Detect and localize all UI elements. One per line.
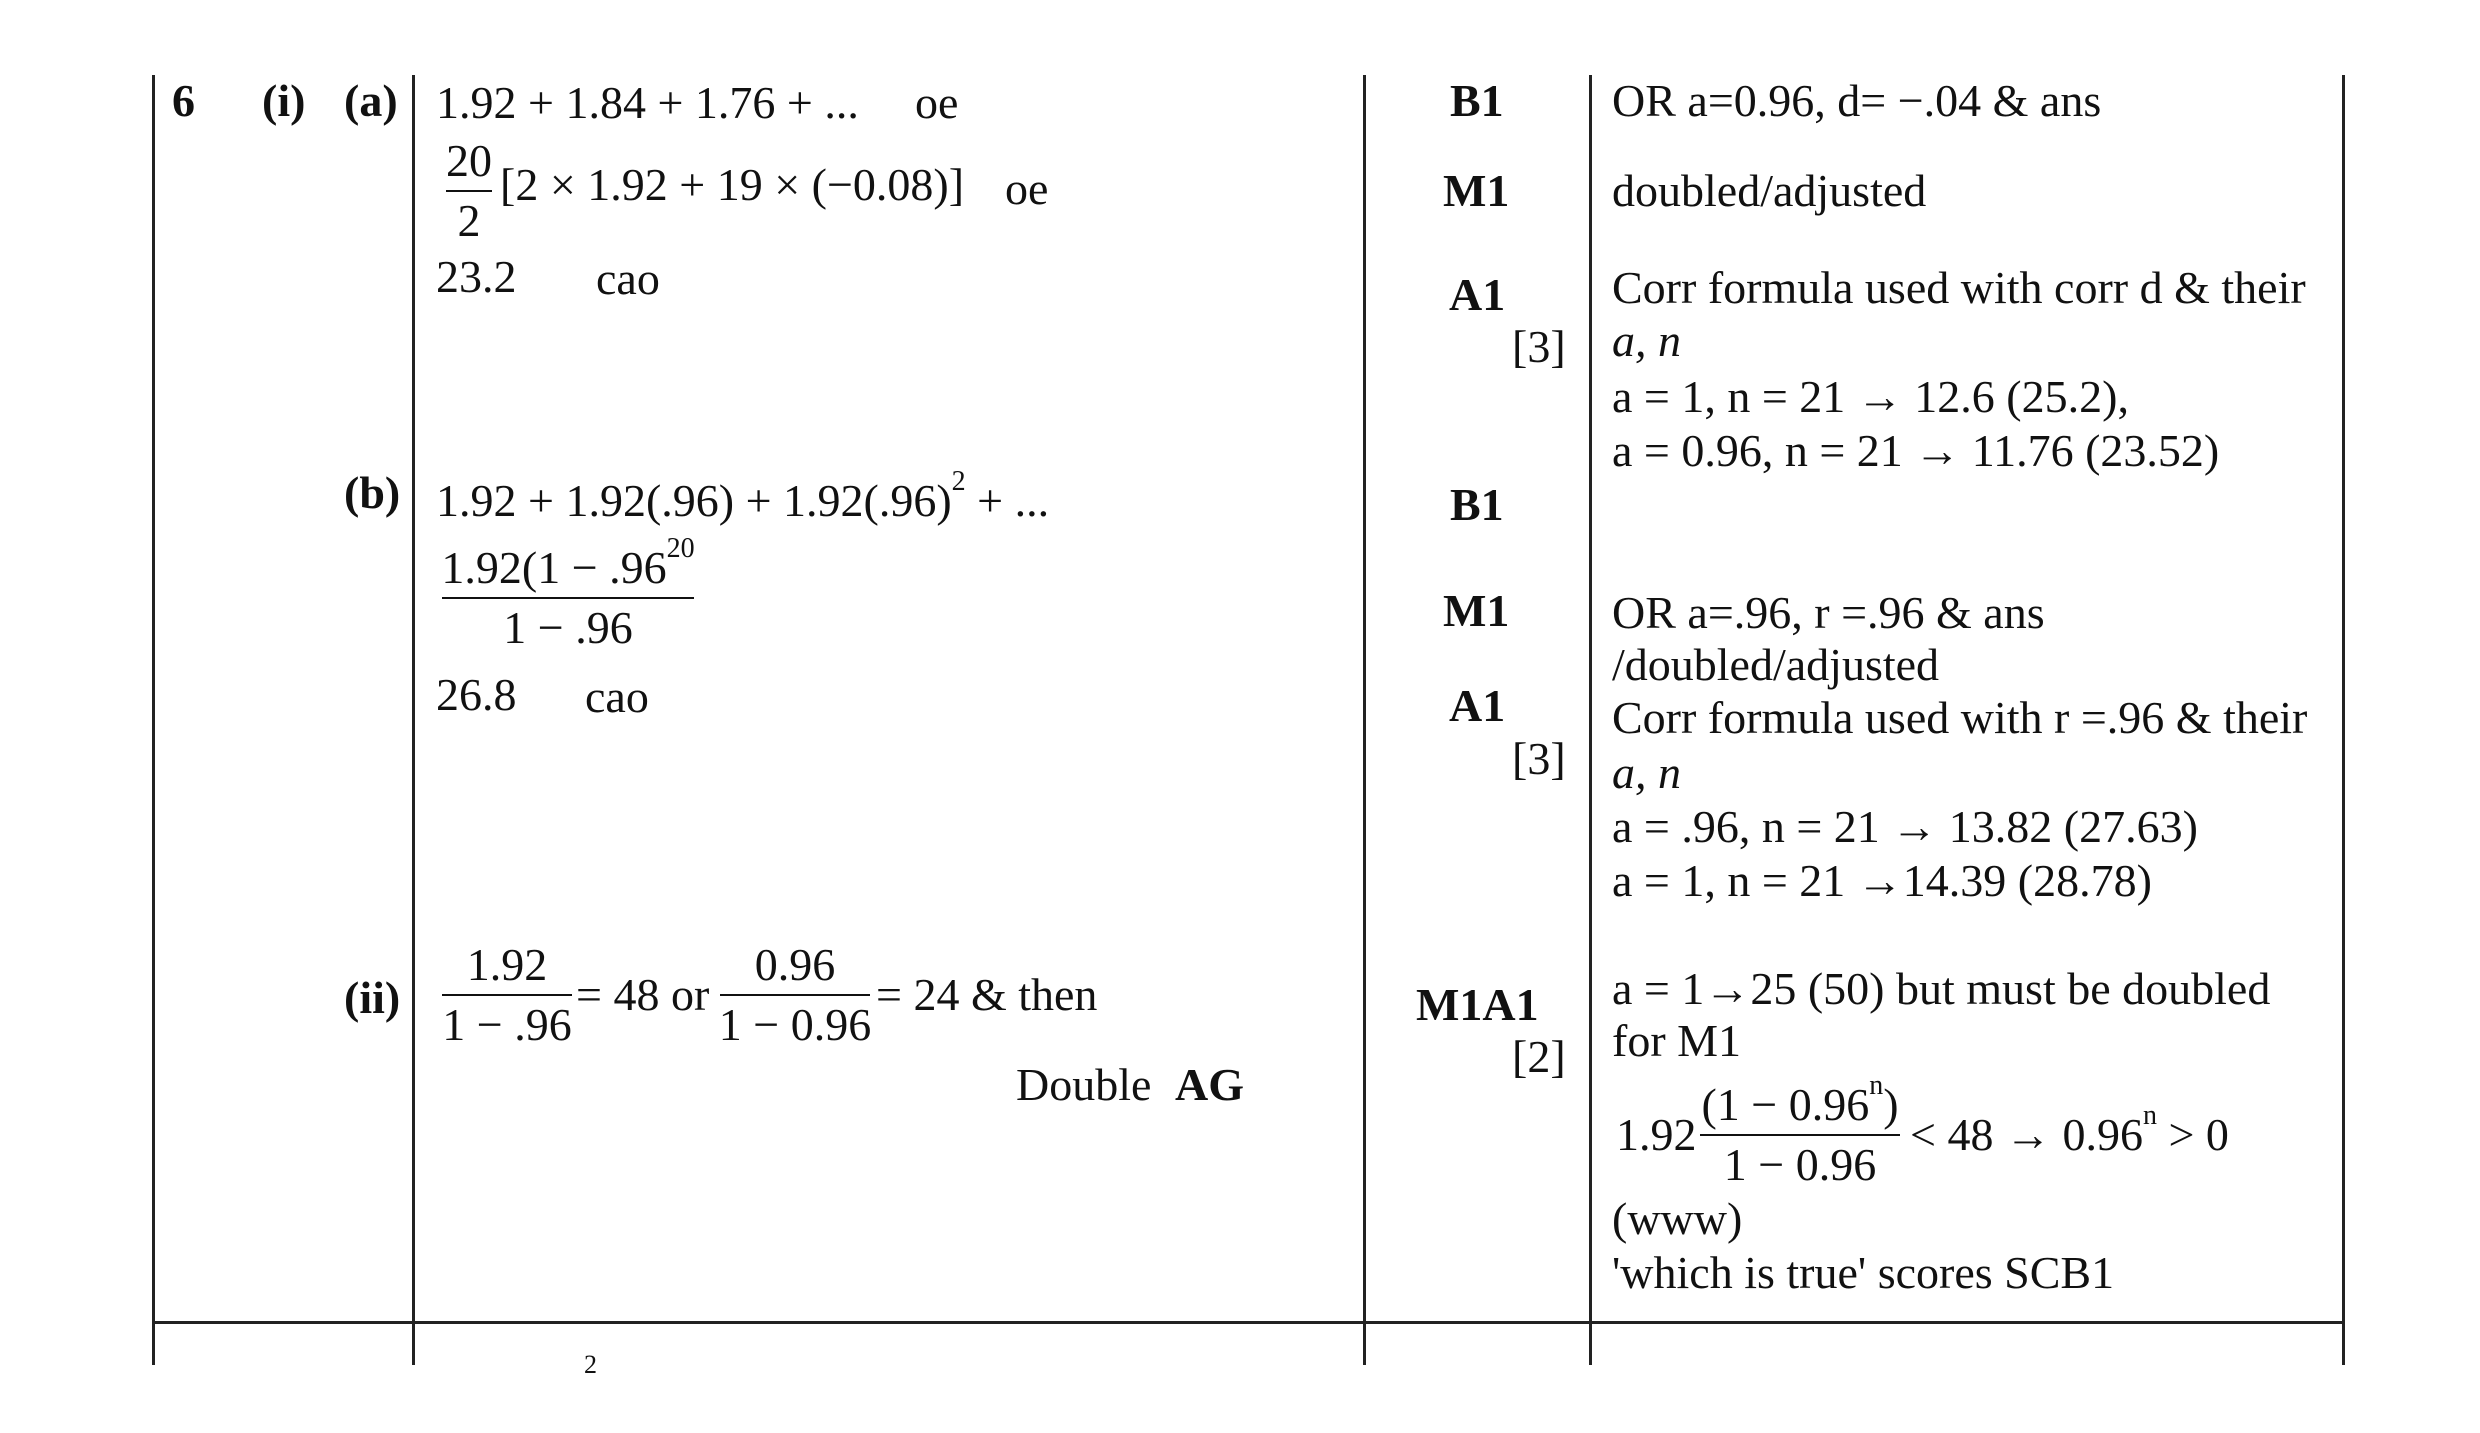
- column-divider-working: [412, 75, 415, 1365]
- fraction-bar: [442, 994, 572, 996]
- b-mark-a1: A1: [1449, 680, 1506, 731]
- row-divider: [152, 1321, 2345, 1324]
- ii-formula-tail-main: < 48 → 0.96: [1910, 1109, 2143, 1160]
- b-fraction-exponent: 20: [666, 533, 695, 564]
- ii-fraction-2-denominator: 1 − 0.96: [718, 999, 872, 1050]
- b-answer: 26.8: [436, 669, 517, 720]
- a-mark-a1: A1: [1449, 269, 1506, 320]
- b-note-3: Corr formula used with r =.96 & their: [1612, 692, 2308, 743]
- ii-fraction-2-numerator: 0.96: [754, 939, 836, 990]
- sub-a-label: (a): [344, 75, 398, 126]
- sub-b-label: (b): [344, 467, 401, 518]
- b-fraction-numerator: [441, 533, 695, 593]
- table-right-border: [2342, 75, 2345, 1365]
- a-note-6: a = 0.96, n = 21 → 11.76 (23.52): [1612, 425, 2220, 476]
- ii-formula-lead: 1.92: [1616, 1109, 1697, 1160]
- a-note-3: Corr formula used with corr d & their: [1612, 262, 2306, 313]
- fraction-bar: [442, 597, 694, 599]
- b-fraction-numerator-main: 1.92(1 − .96: [441, 542, 667, 593]
- b-note-5: a = .96, n = 21 → 13.82 (27.63): [1612, 801, 2198, 852]
- ii-mark-m1a1: M1A1: [1416, 979, 1539, 1030]
- column-divider-marks: [1363, 75, 1366, 1365]
- fraction-bar: [446, 190, 492, 192]
- ii-fraction-2: [718, 939, 872, 1050]
- a-fraction-numerator: 20: [446, 135, 492, 186]
- b-sum-fraction: [441, 533, 695, 653]
- ii-formula-numerator-main: (1 − 0.96: [1701, 1079, 1870, 1130]
- a-mark-b1: B1: [1450, 75, 1504, 126]
- ii-formula-tail-exponent: n: [2142, 1100, 2157, 1131]
- b-cao: cao: [585, 671, 649, 722]
- a-note-1: OR a=0.96, d= −.04 & ans: [1612, 75, 2102, 126]
- ii-fraction-1: [442, 939, 572, 1050]
- a-sum-fraction: [446, 135, 492, 246]
- ii-formula-numerator: [1701, 1070, 1899, 1130]
- ii-note-1: a = 1→25 (50) but must be doubled: [1612, 963, 2271, 1014]
- ii-fraction-1-numerator: 1.92: [466, 939, 548, 990]
- b-mark-m1: M1: [1443, 585, 1510, 636]
- a-note-5: a = 1, n = 21 → 12.6 (25.2),: [1612, 371, 2129, 422]
- ii-formula-tail: [1910, 1100, 2229, 1160]
- a-series-line: 1.92 + 1.84 + 1.76 + ...: [436, 77, 859, 128]
- a-note-4: a, n: [1612, 315, 1681, 366]
- ii-formula-fraction: [1700, 1070, 1900, 1190]
- ii-total: [2]: [1512, 1031, 1566, 1082]
- a-mark-m1: M1: [1443, 165, 1510, 216]
- ii-equals-48: = 48 or: [576, 969, 710, 1020]
- b-series-exponent: 2: [951, 466, 966, 497]
- ii-equals-24: = 24 & then: [876, 969, 1098, 1020]
- b-note-4: a, n: [1612, 747, 1681, 798]
- b-series-tail: + ...: [965, 475, 1050, 526]
- ii-note-2: for M1: [1612, 1015, 1742, 1066]
- ii-double-label: Double: [1016, 1059, 1152, 1110]
- b-note-1: OR a=.96, r =.96 & ans: [1612, 587, 2045, 638]
- b-series-main: 1.92 + 1.92(.96) + 1.92(.96): [436, 475, 952, 526]
- b-total: [3]: [1512, 733, 1566, 784]
- a-cao: cao: [596, 253, 660, 304]
- ii-note-3: (www): [1612, 1193, 1743, 1244]
- ii-formula-numerator-close: ): [1883, 1079, 1899, 1130]
- ii-note-4: 'which is true' scores SCB1: [1612, 1247, 2115, 1298]
- part-i-label: (i): [262, 75, 306, 126]
- a-answer: 23.2: [436, 251, 517, 302]
- a-total: [3]: [1512, 321, 1566, 372]
- part-ii-label: (ii): [344, 972, 401, 1023]
- b-mark-b1: B1: [1450, 479, 1504, 530]
- b-note-2: /doubled/adjusted: [1612, 639, 1940, 690]
- table-left-border: [152, 75, 155, 1365]
- column-divider-notes: [1589, 75, 1592, 1365]
- a-sum-bracket: [2 × 1.92 + 19 × (−0.08)]: [500, 159, 965, 210]
- fraction-bar: [720, 994, 870, 996]
- fraction-bar: [1700, 1134, 1900, 1136]
- b-fraction-denominator: 1 − .96: [503, 602, 633, 653]
- b-series-line: [436, 466, 1050, 526]
- next-row-fragment: 2: [584, 1350, 597, 1379]
- a-fraction-denominator: 2: [457, 195, 481, 246]
- ii-formula-numerator-exponent: n: [1869, 1070, 1884, 1101]
- a-oe-2: oe: [1005, 163, 1049, 214]
- ii-formula-end: > 0: [2156, 1109, 2229, 1160]
- ii-fraction-1-denominator: 1 − .96: [442, 999, 572, 1050]
- question-number: 6: [172, 75, 195, 126]
- a-note-2: doubled/adjusted: [1612, 165, 1927, 216]
- b-note-6: a = 1, n = 21 →14.39 (28.78): [1612, 855, 2152, 906]
- ii-formula-denominator: 1 − 0.96: [1723, 1139, 1877, 1190]
- ii-ag-label: AG: [1175, 1059, 1244, 1110]
- a-oe-1: oe: [915, 77, 959, 128]
